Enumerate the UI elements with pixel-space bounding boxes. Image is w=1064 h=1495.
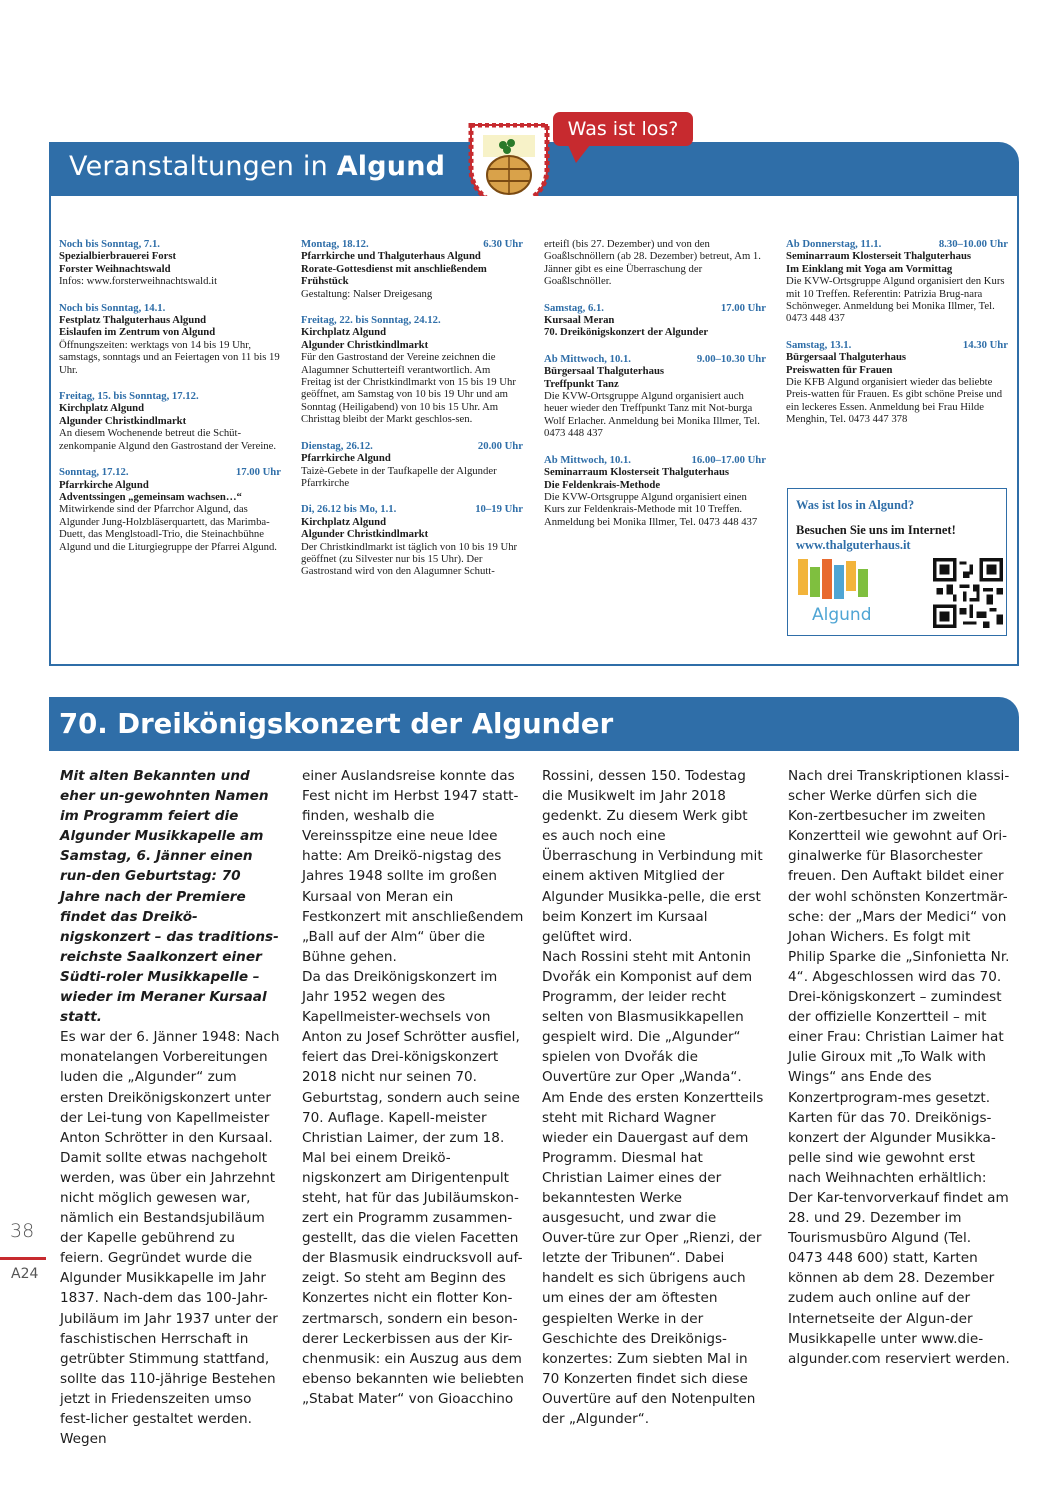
event-location: Kursaal Meran: [544, 314, 615, 327]
event-time: 9.00–10.30 Uhr: [696, 352, 766, 365]
event-title: Adventssingen „gemeinsam wachsen…“: [59, 490, 242, 503]
event-date-row: [301, 503, 523, 515]
event-description: Gestaltung: Nalser Dreigesang: [301, 287, 433, 300]
event-title: 70. Dreikönigskonzert der Algunder: [544, 326, 709, 339]
event-description: erteifl (bis 27. Dezember) und von den Goaßlschnöllern (ab 28. Dezember) betreut, Am 1. Jänner gibt es eine Überraschung der Goaßlschnöller.: [544, 238, 761, 288]
qr-code-icon[interactable]: [933, 557, 1003, 629]
event-description: Taizè-Gebete in der Taufkapelle der Algunder Pfarrkirche: [301, 464, 497, 489]
event-title: Forster Weihnachtswald: [59, 262, 171, 275]
event-title: Die Feldenkrais-Methode: [544, 478, 661, 491]
event-time: 20.00 Uhr: [477, 439, 523, 452]
event-description: Der Christkindlmarkt ist täglich von 10 bis 19 Uhr geöffnet (zu Silvester nur bis 15 Uhr). Der Gastrostand wird von den Alagumner Schutt-: [301, 540, 518, 578]
event-location: Bürgersaal Thalguterhaus: [544, 365, 665, 378]
event-date: Freitag, 15. bis Sonntag, 17.12.: [59, 390, 199, 403]
article-paragraph: Da das Dreikönigskonzert im Jahr 1952 wegen des Kapellmeister-wechsels von Anton zu Josef Schrötter ausfiel, feiert das Drei-königskonzert 2018 nicht nur seinen 70. Geburtstag, sondern auch seine 70. Auflage. Kapell-meister Christian Laimer, der zum 18. Mal bei einem Dreikö-nigskonzert am Dirigentenpult steht, hat für das Jubiläumskon-zert ein Programm zusammen-gestellt, das die vielen Facetten der Blasmusik eindrucksvoll auf-zeigt. So steht am Beginn des Konzertes nicht ein flotter Kon-zertmarsch, sondern ein beson-derer Leckerbissen aus der Kir-chenmusik: ein Auszug aus dem ebenso bekannten wie beliebten „Stabat Mater“ von Gioacchino: [302, 968, 524, 1407]
event-date-row: [59, 466, 281, 478]
event-date-row: [544, 302, 766, 314]
article-paragraph: einer Auslandsreise konnte das Fest nicht im Herbst 1947 statt-finden, weshalb die Vereinsspitze eine neue Idee hatte: Am Dreikö-nigstag des Jahres 1948 sollte im großen Kursaal von Meran ein Festkonzert mit anschließendem „Ball auf der Alm“ über die Bühne gehen.: [302, 768, 524, 965]
event-date: Sonntag, 17.12.: [59, 466, 129, 479]
info-url-link[interactable]: www.thalguterhaus.it: [796, 538, 911, 552]
event-location: Spezialbierbrauerei Forst: [59, 250, 177, 263]
event-location: Pfarrkirche und Thalguterhaus Algund: [301, 250, 481, 263]
event-description: Die KVW-Ortsgruppe Algund organisiert den Kurs mit 10 Treffen. Referentin: Patrizia Brug-nara Schönweger. Anmeldung bei Monika Illmer, Tel. 0473 448 437: [786, 275, 1005, 325]
bubble-tail: [568, 145, 590, 163]
event-entry: [59, 238, 281, 288]
event-location: Pfarrkirche Algund: [301, 452, 391, 465]
event-location: Seminarraum Klosterseit Thalguterhaus: [544, 466, 730, 479]
event-time: 10–19 Uhr: [475, 503, 523, 516]
event-entry: [544, 353, 766, 440]
event-location: Bürgersaal Thalguterhaus: [786, 351, 907, 364]
event-entry: [786, 238, 1008, 325]
article-column-2: [302, 766, 524, 1409]
event-entry: [301, 440, 523, 490]
event-date: Ab Mittwoch, 10.1.: [544, 352, 631, 365]
page-number: 38: [10, 1220, 35, 1242]
event-title: Algunder Christkindlmarkt: [301, 528, 429, 541]
event-date-row: [786, 238, 1008, 250]
event-description: An diesem Wochenende betreut die Schüt-zenkompanie Algund den Gastrostand der Vereine.: [59, 427, 277, 452]
event-date-row: [59, 238, 281, 250]
event-date: Freitag, 22. bis Sonntag, 24.12.: [301, 314, 441, 327]
event-entry: [301, 503, 523, 577]
event-location: Kirchplatz Algund: [301, 515, 387, 528]
article-lead: Mit alten Bekannten und eher un-gewohnten Namen im Programm feiert die Algunder Musikkapelle am Samstag, 6. Jänner einen run-den Geburtstag: 70 Jahre nach der Premiere findet das Dreikö-nigskonzert – das traditions-reichste Saalkonzert einer Südti-roler Musikkapelle – wieder im Meraner Kursaal statt.: [60, 768, 279, 1026]
event-description: Die KVW-Ortsgruppe Algund organisiert einen Kurs zur Feldenkrais-Methode mit 10 Treffen. Anmeldung bei Monika Illmer, Tel. 0473 448 437: [544, 490, 758, 528]
event-time: 6.30 Uhr: [483, 238, 523, 250]
event-date: Samstag, 6.1.: [544, 301, 604, 314]
event-description: Infos: www.forsterweihnachtswald.it: [59, 275, 218, 288]
event-description: Für den Gastrostand der Vereine zeichnen die Alagumner Schutterteifl verantwortlich. Am Freitag ist der Christkindlmarkt von 15 bis 19 Uhr geöffnet, am Samstag von 10 bis 19 Uhr und am Sonntag (Heiligabend) von 10 bis 15 Uhr. Am Christtag bleibt der Markt geschlos-sen.: [301, 351, 516, 426]
event-date-row: [301, 314, 523, 326]
event-location: Seminarraum Klosterseit Thalguterhaus: [786, 250, 972, 263]
event-description: Die KFB Algund organisiert wieder das beliebte Preis-watten für Frauen. Es gibt schöne Preise und ein leckeres Essen. Anmeldung bei Frau Hilde Menghin, Tel. 0473 447 378: [786, 376, 1003, 426]
event-entry: [59, 302, 281, 376]
event-date: Noch bis Sonntag, 7.1.: [59, 238, 160, 250]
event-title: Eislaufen im Zentrum von Algund: [59, 326, 216, 339]
event-title: Algunder Christkindlmarkt: [301, 338, 429, 351]
event-date-row: [786, 339, 1008, 351]
event-time: 17.00 Uhr: [235, 466, 281, 479]
event-date-row: [59, 302, 281, 314]
article-column-4: [788, 766, 1010, 1369]
event-time: 17.00 Uhr: [720, 301, 766, 314]
was-ist-los-bubble: Was ist los?: [553, 112, 693, 146]
article-column-1: [60, 766, 282, 1449]
event-date-row: [301, 238, 523, 250]
event-entry: [786, 339, 1008, 426]
event-date: Ab Donnerstag, 11.1.: [786, 238, 882, 250]
event-entry: [59, 390, 281, 452]
event-date: Noch bis Sonntag, 14.1.: [59, 301, 166, 314]
events-title: Veranstaltungen in Algund: [69, 151, 446, 182]
article-column-3: [542, 766, 764, 1429]
event-title: Algunder Christkindlmarkt: [59, 414, 187, 427]
events-column-2: [301, 238, 523, 592]
event-title: Im Einklang mit Yoga am Vormittag: [786, 262, 953, 275]
event-entry: [301, 238, 523, 300]
event-description: Die KVW-Ortsgruppe Algund organisiert auch heuer wieder den Treffpunkt Tanz mit Not-burga Wolf Erlacher. Anmeldung bei Monika Illmer, Tel. 0473 448 437: [544, 390, 760, 440]
events-column-3: [544, 238, 766, 542]
page-number-rule: [0, 1257, 46, 1260]
event-time: 14.30 Uhr: [962, 338, 1008, 351]
logo-text: Algund: [812, 605, 872, 625]
event-date-row: [301, 440, 523, 452]
event-date: Dienstag, 26.12.: [301, 439, 373, 452]
event-title: Rorate-Gottesdienst mit anschließendem Frühstück: [301, 262, 487, 288]
event-date: Montag, 18.12.: [301, 238, 369, 250]
info-box: [787, 488, 1007, 636]
events-column-1: [59, 238, 281, 567]
event-location: Pfarrkirche Algund: [59, 478, 149, 491]
event-time: 8.30–10.00 Uhr: [938, 238, 1008, 250]
event-title: Preiswatten für Frauen: [786, 363, 893, 376]
article-paragraph: Rossini, dessen 150. Todestag die Musikwelt im Jahr 2018 gedenkt. Zu diesem Werk gibt es auch noch eine Überraschung in Verbindung mit einem aktiven Mitglied der Algunder Musikka-pelle, die erst beim Konzert im Kursaal gelüftet wird.: [542, 768, 763, 945]
event-date-row: [544, 454, 766, 466]
event-date: Di, 26.12 bis Mo, 1.1.: [301, 503, 397, 516]
event-date-row: [59, 390, 281, 402]
event-entry: [544, 454, 766, 528]
event-date: Samstag, 13.1.: [786, 338, 852, 351]
info-line: Besuchen Sie uns im Internet!: [796, 523, 956, 537]
event-entry: [544, 238, 766, 288]
event-location: Kirchplatz Algund: [301, 326, 387, 339]
event-date: Ab Mittwoch, 10.1.: [544, 453, 631, 466]
event-description: Mitwirkende sind der Pfarrchor Algund, das Algunder Jung-Holzbläserquartett, das Marimba-Duett, das Menglstoadl-Trio, die Steinachbühne Algund und die Liturgiegruppe der Pfarrei Algund.: [59, 503, 277, 553]
info-question: Was ist los in Algund?: [796, 498, 915, 512]
event-entry: [544, 302, 766, 339]
article-paragraph: Es war der 6. Jänner 1948: Nach monatelangen Vorbereitungen luden die „Algunder“ zum ersten Dreikönigskonzert unter der Lei-tung von Kapellmeister Anton Schrötter in den Kursaal. Damit sollte etwas nachgeholt werden, was über ein Jahrzehnt nicht möglich gewesen war, nämlich ein Bestandsjubiläum der Kapelle gebührend zu feiern. Gegründet wurde die Algunder Musikkapelle im Jahr 1837. Nach-dem das 100-Jahr-Jubiläum im Jahr 1937 unter der faschistischen Herrschaft in getrübter Stimmung stattfand, sollte das 110-jährige Bestehen jetzt in Friedenszeiten umso fest-licher gestaltet werden. Wegen: [60, 1029, 280, 1448]
event-title: Treffpunkt Tanz: [544, 377, 619, 390]
article-paragraph: Nach Rossini steht mit Antonin Dvořák ein Komponist auf dem Programm, der leider recht selten von Blasmusikkapellen gespielt wird. Die „Algunder“ spielen von Dvořák die Ouvertüre zur Oper „Wanda“. Am Ende des ersten Konzertteils steht mit Richard Wagner wieder ein Dauergast auf dem Programm. Diesmal hat Christian Laimer eines der bekanntesten Werke ausgesucht, und zwar die Ouver-türe zur Oper „Rienzi, der letzte der Tribunen“. Dabei handelt es sich übrigens auch um eines der am öftesten gespielten Werke in der Geschichte des Dreikönigs-konzertes: Zum siebten Mal in 70 Konzerten findet sich diese Ouvertüre auf den Notenpulten der „Algunder“.: [542, 948, 764, 1427]
events-column-4: [786, 238, 1008, 440]
event-location: Festplatz Thalguterhaus Algund: [59, 314, 207, 327]
page-code: A24: [11, 1266, 39, 1282]
event-entry: [59, 466, 281, 553]
event-entry: [301, 314, 523, 426]
event-description: Öffnungszeiten: werktags von 14 bis 19 Uhr, samstags, sonntags und an Feiertagen von 11 bis 19 Uhr.: [59, 338, 280, 376]
article-paragraph: Karten für das 70. Dreikönigs-konzert der Algunder Musikka-pelle sind wie gewohnt erst nach Weihnachten erhältlich: Der Kar-tenvorverkauf findet am 28. und 29. Dezember im Tourismusbüro Algund (Tel. 0473 448 600) statt, Karten können ab dem 28. Dezember zudem auch online auf der Internetseite der Algun-der Musikkapelle unter www.die-algunder.com reserviert werden.: [788, 1109, 1010, 1367]
event-location: Kirchplatz Algund: [59, 402, 145, 415]
article-paragraph: Nach drei Transkriptionen klassi-scher Werke dürfen sich die Kon-zertbesucher im zweiten Konzertteil wie gewohnt auf Ori-ginalwerke für Blasorchester freuen. Den Auftakt bildet einer der wohl schönsten Konzertmär-sche: der „Mars der Medici“ von Johan Wichers. Es folgt mit Philip Sparke die „Sinfonietta Nr. 4“. Abgeschlossen wird das 70. Drei-königskonzert – zumindest der offizielle Konzertteil – mit einer Frau: Christian Laimer hat Julie Giroux mit „To Walk with Wings“ ans Ende des Konzertprogram-mes gesetzt.: [788, 768, 1010, 1106]
article-title: 70. Dreikönigskonzert der Algunder: [59, 708, 614, 740]
event-date-row: [544, 353, 766, 365]
event-time: 16.00–17.00 Uhr: [691, 453, 766, 466]
